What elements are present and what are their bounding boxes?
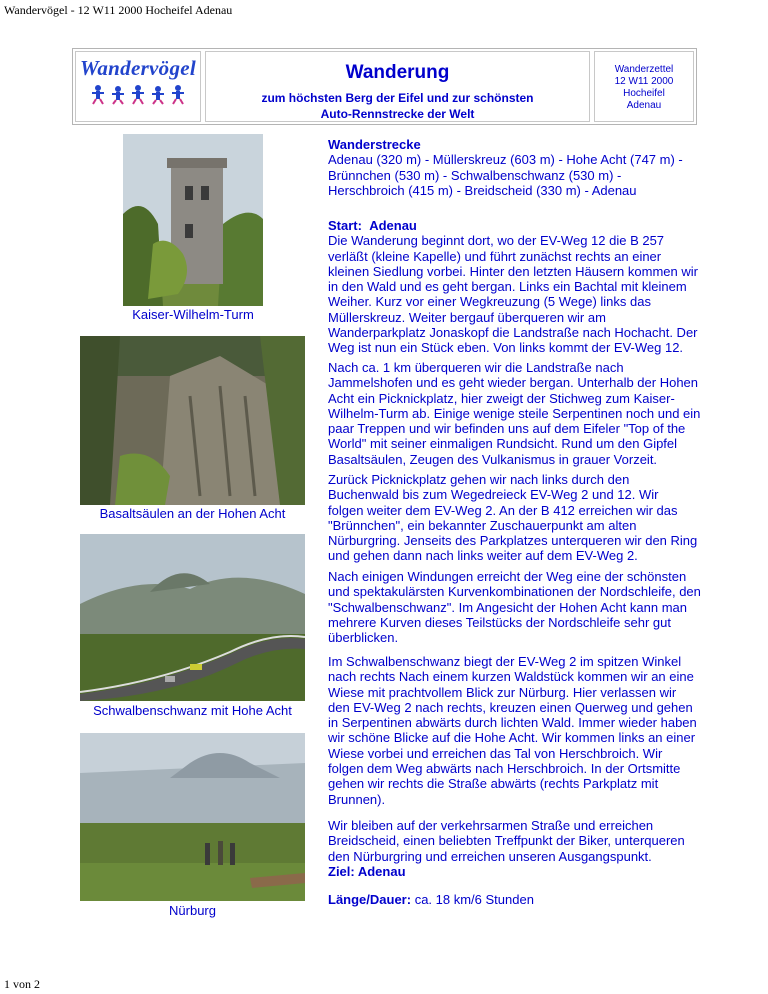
para-line: Wilhelm-Turm ab. Einige wenige steile Serpentinen noch und ein xyxy=(328,405,701,421)
para-line: Wir bleiben auf der verkehrsarmen Straße und erreichen xyxy=(328,818,654,833)
para-line: nach rechts Nach einem kurzen Waldstück kommen wir an eine xyxy=(328,669,694,685)
start-line: verläßt (kleine Kapelle) und führt zunächst rechts an einer xyxy=(328,248,662,264)
para-line: Nach einigen Windungen erreicht der Weg eine der schönsten xyxy=(328,569,687,584)
subtitle-line-1: zum höchsten Berg der Eifel und zur schönsten xyxy=(261,91,534,105)
para-line: folgen dem Weg abwärts nach Herschbroich. In der Ortsmitte xyxy=(328,761,681,777)
paragraph-5 xyxy=(328,654,697,807)
header-banner xyxy=(72,48,697,125)
start-heading xyxy=(328,218,698,233)
print-header: Wandervögel - 12 W11 2000 Hocheifel Adenau xyxy=(4,3,233,17)
start-line: Weg ist nun ein Stück eben. Von links kommt der EV-Weg 12. xyxy=(328,340,684,356)
start-line: Weiher. Kurz vor einer Wegkreuzung (5 Wege) links das xyxy=(328,294,651,310)
para-line: überblicken. xyxy=(328,630,399,646)
para-line: "Brünnchen", ein bekannter Zuschauerpunkt am alten xyxy=(328,517,637,533)
para-line: Nach ca. 1 km überqueren wir die Landstraße nach xyxy=(328,360,624,375)
para-line: Breidscheid, einen beliebten Treffpunkt der Biker, unterqueren xyxy=(328,833,685,849)
para-line: Zurück Picknickplatz gehen wir nach links durch den xyxy=(328,472,630,487)
info-cell xyxy=(594,51,694,122)
duration-label: Länge/Dauer: xyxy=(328,892,412,907)
page-title: Wanderung xyxy=(345,62,450,83)
para-line: folgen weiter dem EV-Weg 2. An der B 412 erreichen wir das xyxy=(328,502,678,518)
track-photo xyxy=(80,534,305,701)
basalt-caption: Basaltsäulen an der Hohen Acht xyxy=(99,506,286,521)
para-line: den Nürburgring und erreichen unseren Ausgangspunkt. xyxy=(328,848,652,864)
start-section xyxy=(328,218,698,356)
para-line: Basaltsäulen, Zeugen des Vulkanismus in grauer Vorzeit. xyxy=(328,451,658,467)
para-line: und spektakulärsten Kurvenkombinationen der Nordschleife, den xyxy=(328,584,701,600)
para-line: Buchenwald bis zum Wegedreieck EV-Weg 2 und 12. Wir xyxy=(328,487,659,503)
para-line: Nürburgring. Jenseits des Parkplatzes unterqueren wir den Ring xyxy=(328,533,698,549)
goal-line: Ziel: Adenau xyxy=(328,863,406,879)
paragraph-6 xyxy=(328,818,685,879)
para-line: "Schwalbenschwanz". Im Angesicht der Hohen Acht kann man xyxy=(328,599,687,615)
start-line: Wanderparkplatz Jonaskopf die Landstraße nach Hochacht. Der xyxy=(328,325,698,341)
subtitle-line-2: Auto-Rennstrecke der Welt xyxy=(320,107,475,121)
route-line-3: Herschbroich (415 m) - Breidscheid (330 m) - Adenau xyxy=(328,182,637,198)
start-label: Start: xyxy=(328,218,362,233)
nuerburg-caption: Nürburg xyxy=(169,903,216,918)
track-caption: Schwalbenschwanz mit Hohe Acht xyxy=(93,703,292,718)
tower-caption: Kaiser-Wilhelm-Turm xyxy=(132,307,254,322)
para-line: World" mit seiner einmaligen Rundsicht. Rund um den Gipfel xyxy=(328,436,678,452)
route-section xyxy=(328,137,683,198)
para-line: Brunnen). xyxy=(328,791,386,807)
print-footer: 1 von 2 xyxy=(4,977,40,991)
start-line: Müllerskreuz. Weiter bergauf überqueren wir am xyxy=(328,309,606,325)
para-line: Acht ein Picknickplatz, hier zweigt der Stichweg zum Kaiser- xyxy=(328,390,675,406)
info-line-4: Adenau xyxy=(626,100,662,111)
info-line-2: 12 W11 2000 xyxy=(614,76,674,87)
para-line: paar Treppen und wir befinden uns auf dem Eifeler "Top of the xyxy=(328,421,686,437)
para-line: mehrere Kurven dieses Teilstücks der Nordschleife sehr gut xyxy=(328,614,671,630)
para-line: wir schöne Blicke auf die Hohe Acht. Wir kommen links an einer xyxy=(328,730,696,746)
para-line: Wiese vorbei und erreichen das Tal von Herschbroich. Wir xyxy=(328,745,663,761)
duration-value: ca. 18 km/6 Stunden xyxy=(414,892,534,907)
tower-photo xyxy=(123,134,263,306)
para-line: den EV-Weg 2 nach rechts, kreuzen einen Querweg und gehen xyxy=(328,699,693,715)
para-line: gehen wir rechts die Straße abwärts (rechts Parkplatz mit xyxy=(328,776,659,792)
start-place: Adenau xyxy=(369,218,417,233)
para-line: und gehen dann nach links weiter auf dem EV-Weg 2. xyxy=(328,548,638,564)
hiker-figures-logo xyxy=(88,83,188,105)
logo-cell xyxy=(75,51,201,122)
route-line-2: Brünnchen (530 m) - Schwalbenschwanz (530 m) - xyxy=(328,167,622,183)
paragraph-3 xyxy=(328,472,697,564)
start-line: in den Wald und es geht bergan. Links ein Bachtal mit kleinem xyxy=(328,279,687,295)
para-line: in Serpentinen abwärts durch lichten Wald. Immer wieder haben xyxy=(328,715,697,731)
route-line-1: Adenau (320 m) - Müllerskreuz (603 m) - Hohe Acht (747 m) - xyxy=(328,152,683,168)
duration-line xyxy=(328,892,534,907)
para-line: Jammelshofen und es geht wieder bergan. Unterhalb der Hohen xyxy=(328,375,699,391)
nuerburg-photo xyxy=(80,733,305,901)
paragraph-4 xyxy=(328,569,701,645)
title-cell xyxy=(205,51,590,122)
start-line: Die Wanderung beginnt dort, wo der EV-Weg 12 die B 257 xyxy=(328,233,665,249)
paragraph-2 xyxy=(328,360,700,467)
basalt-photo xyxy=(80,336,305,505)
logo-title: Wandervögel xyxy=(79,56,197,80)
page-subtitle xyxy=(206,90,589,122)
start-line: kleinen Siedlung vorbei. Hinter den letzten Häusern kommen wir xyxy=(328,263,698,279)
para-line: Im Schwalbenschwanz biegt der EV-Weg 2 im spitzen Winkel xyxy=(328,654,682,669)
info-line-3: Hocheifel xyxy=(623,88,665,99)
route-heading: Wanderstrecke xyxy=(328,137,421,152)
para-line: Wiese mit prachtvollem Blick zur Nürburg. Hier verlassen wir xyxy=(328,684,677,700)
info-line-1: Wanderzettel xyxy=(614,64,674,75)
